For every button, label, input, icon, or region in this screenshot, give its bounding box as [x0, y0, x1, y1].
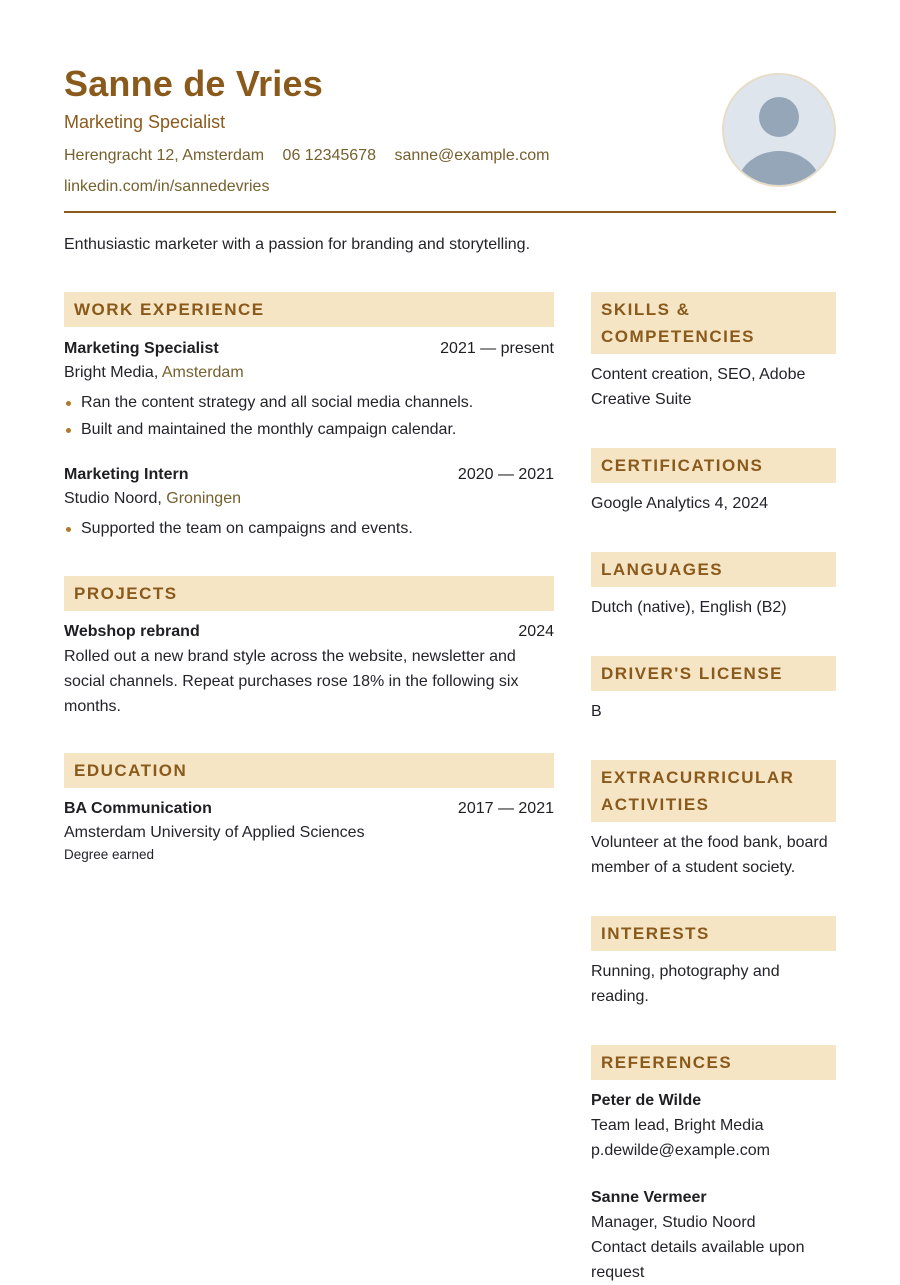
- job-company: Studio Noord: [64, 490, 158, 507]
- resume-header: [64, 62, 836, 214]
- project-description: Rolled out a new brand style across the website, newsletter and social channels. Repeat purchases rose 18% in the following six months.: [64, 648, 519, 715]
- interests-section: [591, 916, 836, 1009]
- project-date: 2024: [518, 623, 554, 640]
- email-link[interactable]: sanne@example.com: [394, 147, 550, 164]
- reference-entry: [591, 1185, 836, 1285]
- education-section: [64, 753, 554, 865]
- job-company: Bright Media: [64, 364, 154, 381]
- languages-heading: LANGUAGES: [591, 552, 836, 587]
- phone-text: 06 12345678: [282, 147, 376, 164]
- degree-title: BA Communication: [64, 800, 212, 817]
- header-divider: [64, 211, 836, 213]
- job-title: Marketing Specialist: [64, 340, 219, 357]
- interests-heading: INTERESTS: [591, 916, 836, 951]
- job-bullets: [64, 389, 554, 443]
- references-heading: REFERENCES: [591, 1045, 836, 1080]
- job-title: Marketing Intern: [64, 466, 189, 483]
- drivers-license-section: [591, 656, 836, 724]
- person-silhouette-icon: [724, 75, 834, 185]
- drivers-license-heading: DRIVER'S LICENSE: [591, 656, 836, 691]
- extracurricular-heading: EXTRACURRICULAR ACTIVITIES: [591, 760, 836, 822]
- languages-text: Dutch (native), English (B2): [591, 599, 787, 616]
- bullet-text: Supported the team on campaigns and events.: [81, 520, 413, 537]
- projects-heading: PROJECTS: [64, 576, 554, 611]
- job-header: [64, 337, 554, 361]
- certifications-heading: CERTIFICATIONS: [591, 448, 836, 483]
- avatar: [722, 73, 836, 187]
- certifications-section: [591, 448, 836, 516]
- education-dates: 2017 — 2021: [457, 800, 554, 817]
- references-section: [591, 1045, 836, 1285]
- project-header: [64, 620, 554, 644]
- work-experience-heading: WORK EXPERIENCE: [64, 292, 554, 327]
- bullet-text: Ran the content strategy and all social media channels.: [81, 394, 474, 411]
- education-heading: EDUCATION: [64, 753, 554, 788]
- skills-heading: SKILLS & COMPETENCIES: [591, 292, 836, 354]
- candidate-name: Sanne de Vries: [64, 63, 323, 104]
- projects-section: [64, 576, 554, 719]
- skills-text: Content creation, SEO, Adobe Creative Suite: [591, 366, 806, 408]
- reference-name: Sanne Vermeer: [591, 1189, 707, 1206]
- school-name: Amsterdam University of Applied Sciences: [64, 824, 365, 841]
- bullet-dot-icon: [66, 428, 71, 433]
- job-company-line: Studio Noord, Groningen: [64, 490, 241, 507]
- reference-name: Peter de Wilde: [591, 1092, 702, 1109]
- candidate-title: Marketing Specialist: [64, 112, 226, 132]
- job-dates: 2020 — 2021: [457, 466, 554, 483]
- job-location: Amsterdam: [161, 364, 244, 381]
- summary-text: Enthusiastic marketer with a passion for branding and storytelling.: [64, 236, 531, 253]
- drivers-license-text: B: [591, 703, 602, 720]
- job-bullets: [64, 515, 554, 542]
- project-title: Webshop rebrand: [64, 623, 200, 640]
- extracurricular-section: [591, 760, 836, 880]
- job-location: Groningen: [166, 490, 241, 507]
- list-item: [64, 515, 554, 542]
- bullet-text: Built and maintained the monthly campaign calendar.: [81, 421, 457, 438]
- linkedin-link[interactable]: linkedin.com/in/sannedevries: [64, 178, 270, 195]
- reference-entry: [591, 1088, 836, 1163]
- job-entry: [64, 337, 554, 443]
- extracurricular-text: Volunteer at the food bank, board member of a student society.: [591, 834, 828, 876]
- job-dates: 2021 — present: [440, 340, 554, 357]
- certifications-text: Google Analytics 4, 2024: [591, 495, 769, 512]
- work-experience-section: [64, 292, 554, 542]
- job-entry: [64, 463, 554, 542]
- skills-section: [591, 292, 836, 412]
- reference-role: Manager, Studio Noord: [591, 1214, 756, 1231]
- list-item: [64, 416, 554, 443]
- right-column: [591, 292, 836, 1285]
- address-text: Herengracht 12, Amsterdam: [64, 147, 265, 164]
- education-entry: [64, 797, 554, 865]
- bullet-dot-icon: [66, 401, 71, 406]
- left-column: [64, 292, 554, 865]
- job-header: [64, 463, 554, 487]
- job-company-line: Bright Media, Amsterdam: [64, 364, 244, 381]
- education-header: [64, 797, 554, 821]
- degree-note: Degree earned: [64, 847, 155, 862]
- list-item: [64, 389, 554, 416]
- contact-row: [64, 146, 563, 166]
- languages-section: [591, 552, 836, 620]
- reference-contact: Contact details available upon request: [591, 1239, 805, 1281]
- interests-text: Running, photography and reading.: [591, 963, 780, 1005]
- bullet-dot-icon: [66, 527, 71, 532]
- reference-contact[interactable]: p.dewilde@example.com: [591, 1142, 770, 1159]
- reference-role: Team lead, Bright Media: [591, 1117, 764, 1134]
- project-entry: [64, 620, 554, 719]
- resume-page: [64, 0, 836, 1281]
